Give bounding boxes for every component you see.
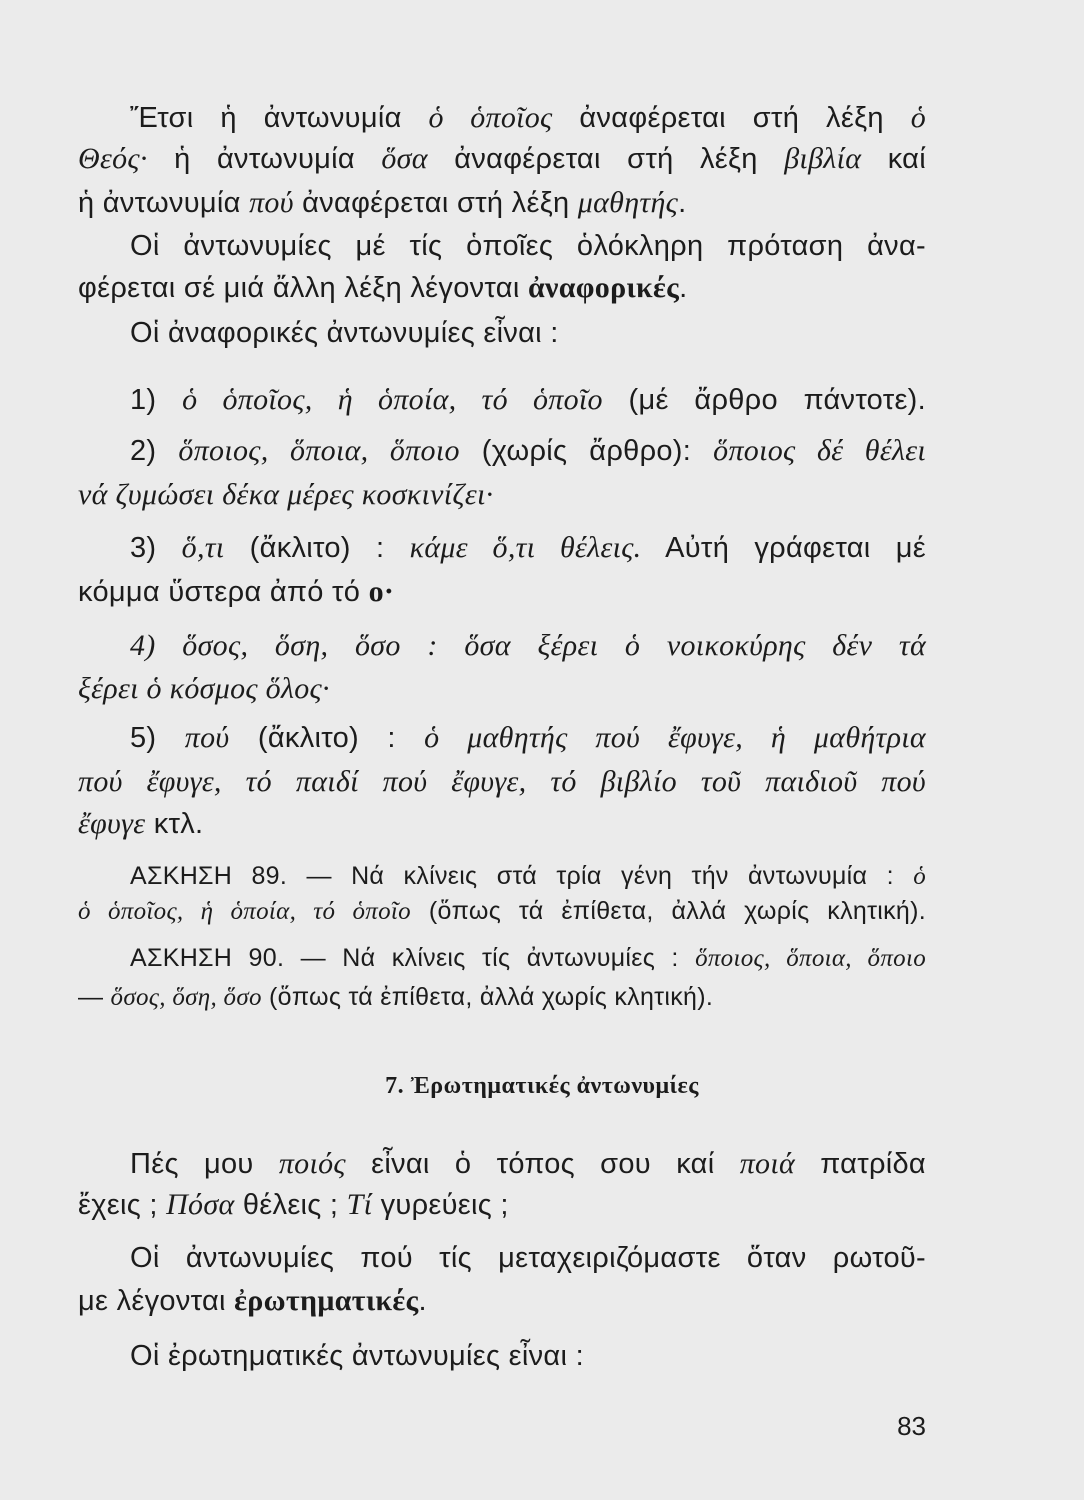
list-item-5-end: ἔφυγε κτλ.	[78, 807, 204, 840]
exercise-90-continued: — ὅσος, ὅση, ὅσο (ὅπως τά ἐπίθετα, ἀλλά χωρίς κλητική).	[78, 983, 714, 1011]
text-line-25: με λέγονται ἐρωτηματικές.	[78, 1284, 427, 1317]
text-line-2: Θεός· ἡ ἀντωνυμία ὅσα ἀναφέρεται στή λέξη βιβλία καί	[78, 142, 926, 175]
text-line-5: φέρεται σέ μιά ἄλλη λέξη λέγονται ἀναφορικές.	[78, 271, 688, 304]
page-number: 83	[897, 1411, 926, 1441]
text-line-22: Πές μου ποιός εἶναι ὁ τόπος σου καί ποιά πατρίδα	[130, 1147, 926, 1180]
list-item-3-continued: κόμμα ὕστερα ἀπό τό ο·	[78, 575, 395, 608]
list-item-5-continued: πού ἔφυγε, τό παιδί πού ἔφυγε, τό βιβλίο τοῦ παιδιοῦ πού	[78, 765, 926, 798]
text-line-24: Οἱ ἀντωνυμίες πού τίς μεταχειριζόμαστε ὅταν ρωτοῦ-	[130, 1242, 926, 1274]
text-line-4: Οἱ ἀντωνυμίες μέ τίς ὁποῖες ὁλόκληρη πρόταση ἀνα-	[130, 230, 926, 262]
list-item-5: 5) πού (ἄκλιτο) : ὁ μαθητής πού ἔφυγε, ἡ μαθήτρια	[130, 721, 926, 754]
text-line-6: Οἱ ἀναφορικές ἀντωνυμίες εἶναι :	[130, 317, 559, 349]
text-line-26: Οἱ ἐρωτηματικές ἀντωνυμίες εἶναι :	[130, 1340, 584, 1372]
text-line-3: ἡ ἀντωνυμία πού ἀναφέρεται στή λέξη μαθητής.	[78, 186, 687, 219]
exercise-90: ΑΣΚΗΣΗ 90. — Νά κλίνεις τίς ἀντωνυμίες : ὅποιος, ὅποια, ὅποιο	[130, 944, 926, 972]
list-item-2: 2) ὅποιος, ὅποια, ὅποιο (χωρίς ἄρθρο): ὅποιος δέ θέλει	[130, 434, 927, 467]
exercise-89: ΑΣΚΗΣΗ 89. — Νά κλίνεις στά τρία γένη τήν ἀντωνυμία : ὁ	[130, 862, 926, 890]
list-item-2-continued: νά ζυμώσει δέκα μέρες κοσκινίζει·	[78, 478, 494, 511]
exercise-89-continued: ὁ ὁποῖος, ἡ ὁποία, τό ὁποῖο (ὅπως τά ἐπίθετα, ἀλλά χωρίς κλητική).	[78, 897, 926, 925]
list-item-4: 4) ὅσος, ὅση, ὅσο : ὅσα ξέρει ὁ νοικοκύρης δέν τά	[130, 629, 926, 662]
list-item-4-continued: ξέρει ὁ κόσμος ὅλος·	[78, 672, 330, 705]
list-item-3: 3) ὅ,τι (ἄκλιτο) : κάμε ὅ,τι θέλεις. Αὐτή γράφεται μέ	[130, 531, 926, 564]
section-heading: 7. Ἐρωτηματικές ἀντωνυμίες	[385, 1073, 699, 1099]
text-line-23: ἔχεις ; Πόσα θέλεις ; Τί γυρεύεις ;	[78, 1188, 509, 1221]
text-line-1: Ἔτσι ἡ ἀντωνυμία ὁ ὁποῖος ἀναφέρεται στή λέξη ὁ	[130, 101, 927, 134]
list-item-1: 1) ὁ ὁποῖος, ἡ ὁποία, τό ὁποῖο (μέ ἄρθρο πάντοτε).	[130, 383, 926, 416]
